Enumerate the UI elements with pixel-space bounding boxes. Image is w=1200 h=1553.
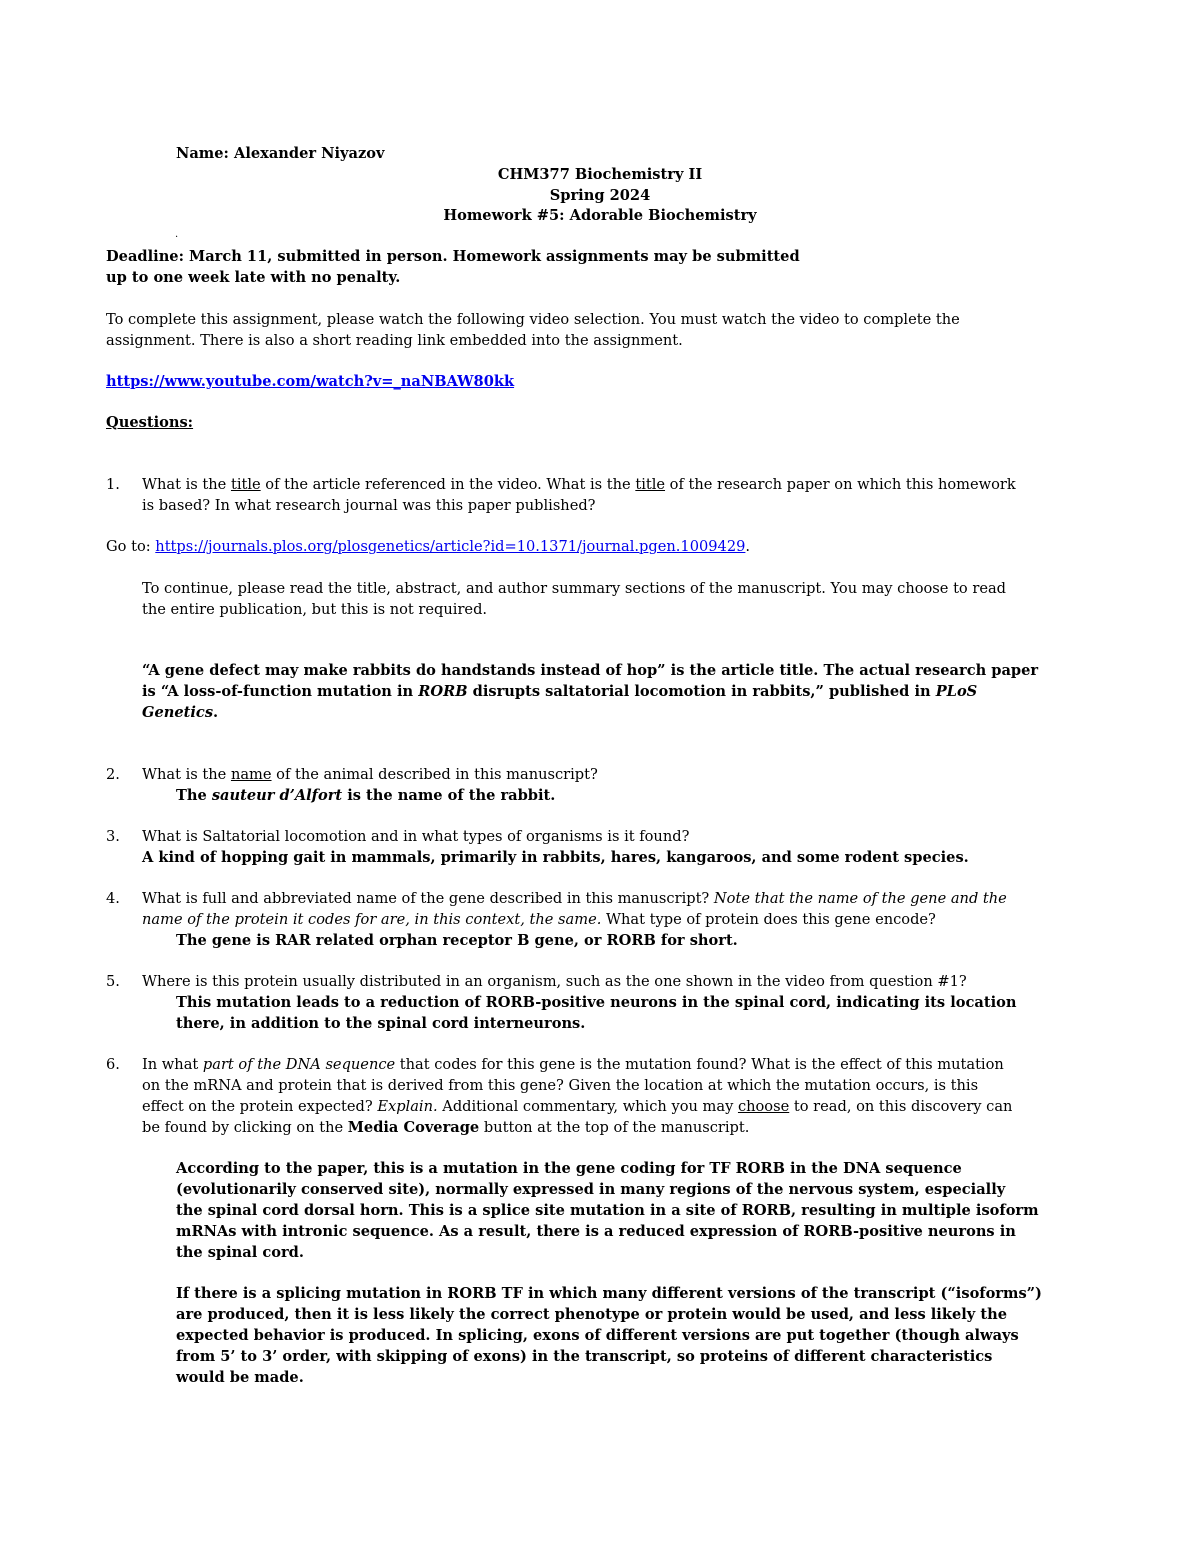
q2-question: What is the name of the animal described in this manuscript? bbox=[142, 766, 598, 783]
question-number: 5. bbox=[106, 973, 120, 990]
q1-line-1: What is the title of the article referenced in the video. What is the title of the research paper on which this homework bbox=[142, 476, 1016, 493]
deadline-line-2: up to one week late with no penalty. bbox=[106, 269, 401, 286]
video-link[interactable]: https://www.youtube.com/watch?v=_naNBAW80kk bbox=[106, 373, 515, 390]
q6-answer-p1-line: According to the paper, this is a mutation in the gene coding for TF RORB in the DNA sequence bbox=[176, 1160, 962, 1177]
q6-line-4: be found by clicking on the Media Coverage button at the top of the manuscript. bbox=[142, 1119, 750, 1136]
question-number: 3. bbox=[106, 828, 120, 845]
q4-question-line-2: name of the protein it codes for are, in this context, the same. What type of protein does this gene encode? bbox=[142, 911, 936, 928]
q6-answer-p2-line: If there is a splicing mutation in RORB TF in which many different versions of the transcript (“isoforms”) bbox=[176, 1285, 1042, 1302]
q6-answer-p1-line: (evolutionarily conserved site), normally expressed in many regions of the nervous system, especially bbox=[176, 1181, 1006, 1198]
read-instruction-2: the entire publication, but this is not required. bbox=[142, 601, 488, 618]
deadline-line-1: Deadline: March 11, submitted in person. Homework assignments may be submitted bbox=[106, 248, 800, 265]
q6-answer-p1-line: mRNAs with intronic sequence. As a result, there is a reduced expression of RORB-positive neurons in bbox=[176, 1223, 1016, 1240]
q5-answer-line-2: there, in addition to the spinal cord interneurons. bbox=[176, 1015, 586, 1032]
q1-line-2: is based? In what research journal was this paper published? bbox=[142, 497, 596, 514]
stray-mark: . bbox=[175, 229, 179, 240]
q6-answer-p2-line: would be made. bbox=[176, 1369, 304, 1386]
questions-heading: Questions: bbox=[106, 414, 194, 431]
goto-line: Go to: https://journals.plos.org/plosgenetics/article?id=10.1371/journal.pgen.1009429. bbox=[106, 538, 751, 555]
q2-answer: The sauteur d’Alfort is the name of the rabbit. bbox=[176, 787, 556, 804]
q6-answer-p2-line: expected behavior is produced. In splicing, exons of different versions are put together (though always bbox=[176, 1327, 1019, 1344]
question-number: 1. bbox=[106, 476, 120, 493]
question-number: 2. bbox=[106, 766, 120, 783]
student-name: Name: Alexander Niyazov bbox=[176, 145, 385, 162]
homework-title: Homework #5: Adorable Biochemistry bbox=[443, 207, 757, 224]
plos-article-link[interactable]: https://journals.plos.org/plosgenetics/article?id=10.1371/journal.pgen.1009429 bbox=[155, 538, 746, 555]
q6-answer-p1-line: the spinal cord dorsal horn. This is a splice site mutation in a site of RORB, resulting in multiple isoform bbox=[176, 1202, 1039, 1219]
read-instruction-1: To continue, please read the title, abstract, and author summary sections of the manuscript. You may choose to read bbox=[142, 580, 1007, 597]
course-title: CHM377 Biochemistry II bbox=[497, 166, 703, 183]
q1-answer-line-1: “A gene defect may make rabbits do handstands instead of hop” is the article title. The actual research paper bbox=[142, 662, 1039, 679]
q6-answer-p2-line: are produced, then it is less likely the correct phenotype or protein would be used, and less likely the bbox=[176, 1306, 1007, 1323]
q1-answer-line-2: is “A loss-of-function mutation in RORB disrupts saltatorial locomotion in rabbits,” published in PLoS bbox=[142, 683, 978, 700]
intro-line-1: To complete this assignment, please watch the following video selection. You must watch the video to complete the bbox=[106, 311, 960, 328]
term: Spring 2024 bbox=[549, 187, 651, 204]
q1-answer-line-3: Genetics. bbox=[142, 704, 219, 721]
q3-answer: A kind of hopping gait in mammals, primarily in rabbits, hares, kangaroos, and some rodent species. bbox=[142, 849, 969, 866]
q6-answer-p1-line: the spinal cord. bbox=[176, 1244, 304, 1261]
q4-question-line-1: What is full and abbreviated name of the gene described in this manuscript? Note that the name of the gene and the bbox=[142, 890, 1007, 907]
q6-answer-p2-line: from 5’ to 3’ order, with skipping of exons) in the transcript, so proteins of different characteristics bbox=[176, 1348, 993, 1365]
question-number: 6. bbox=[106, 1056, 120, 1073]
q5-question: Where is this protein usually distributed in an organism, such as the one shown in the video from question #1? bbox=[142, 973, 967, 990]
q4-answer: The gene is RAR related orphan receptor B gene, or RORB for short. bbox=[176, 932, 738, 949]
q6-line-3: effect on the protein expected? Explain. Additional commentary, which you may choose to read, on this discovery can bbox=[142, 1098, 1013, 1115]
intro-line-2: assignment. There is also a short reading link embedded into the assignment. bbox=[106, 332, 683, 349]
q6-line-1: In what part of the DNA sequence that codes for this gene is the mutation found? What is the effect of this mutation bbox=[142, 1056, 1004, 1073]
question-number: 4. bbox=[106, 890, 120, 907]
q5-answer-line-1: This mutation leads to a reduction of RORB-positive neurons in the spinal cord, indicating its location bbox=[176, 994, 1017, 1011]
q6-line-2: on the mRNA and protein that is derived from this gene? Given the location at which the mutation occurs, is this bbox=[142, 1077, 979, 1094]
q3-question: What is Saltatorial locomotion and in what types of organisms is it found? bbox=[142, 828, 690, 845]
